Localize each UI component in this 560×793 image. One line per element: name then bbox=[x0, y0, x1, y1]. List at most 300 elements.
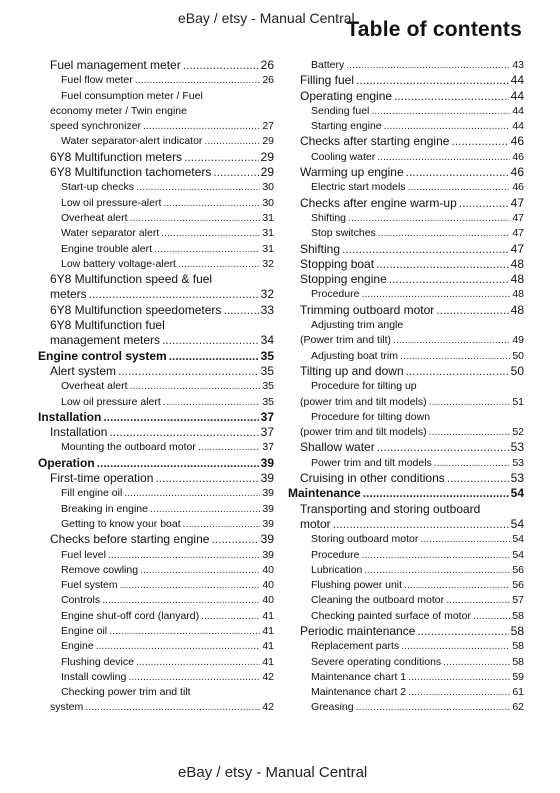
toc-right-column bbox=[288, 58, 524, 716]
toc-entry-label: Fuel system bbox=[61, 579, 118, 592]
toc-entry[interactable] bbox=[288, 119, 524, 134]
dot-leader bbox=[140, 563, 260, 578]
dot-leader bbox=[459, 196, 509, 211]
toc-entry[interactable] bbox=[288, 486, 524, 501]
dot-leader bbox=[124, 486, 260, 501]
dot-leader bbox=[163, 395, 261, 410]
toc-entry-label: Shifting bbox=[300, 241, 341, 256]
dot-leader bbox=[434, 456, 511, 471]
dot-leader bbox=[420, 532, 510, 547]
dot-leader bbox=[136, 655, 260, 670]
toc-entry-label[interactable]: 6Y8 Multifunction fuel bbox=[50, 318, 165, 333]
dot-leader bbox=[447, 471, 509, 486]
toc-entry-label: Tilting up and down bbox=[300, 363, 404, 378]
toc-page-number: 48 bbox=[510, 256, 524, 271]
toc-entry[interactable] bbox=[288, 58, 524, 73]
header-watermark: eBay / etsy - Manual Central bbox=[178, 10, 355, 26]
toc-entry-label: Checks after engine warm-up bbox=[300, 195, 457, 210]
dot-leader bbox=[400, 349, 510, 364]
toc-entry[interactable] bbox=[38, 410, 274, 425]
toc-entry[interactable] bbox=[288, 150, 524, 165]
toc-entry[interactable] bbox=[38, 670, 274, 685]
toc-page-number: 47 bbox=[512, 211, 524, 224]
toc-entry[interactable] bbox=[38, 257, 274, 272]
toc-entry-label: Trimming outboard motor bbox=[300, 302, 435, 317]
toc-entry-label[interactable]: Checking power trim and tilt bbox=[61, 686, 191, 699]
dot-leader bbox=[108, 548, 260, 563]
toc-entry[interactable] bbox=[38, 456, 274, 471]
toc-entry[interactable] bbox=[288, 165, 524, 180]
toc-entry[interactable] bbox=[38, 563, 274, 578]
toc-entry-label: Installation bbox=[50, 425, 108, 440]
toc-page-number: 58 bbox=[512, 655, 524, 668]
toc-entry-label: Breaking in engine bbox=[61, 502, 148, 515]
toc-entry[interactable] bbox=[38, 73, 274, 88]
toc-entry[interactable] bbox=[38, 242, 274, 257]
toc-page-number: 56 bbox=[512, 579, 524, 592]
toc-entry-label[interactable]: Transporting and storing outboard bbox=[300, 501, 481, 516]
toc-entry[interactable] bbox=[288, 196, 524, 211]
toc-page-number: 47 bbox=[512, 227, 524, 240]
toc-entry[interactable] bbox=[288, 364, 524, 379]
toc-entry-label[interactable]: Procedure for tilting down bbox=[311, 410, 431, 423]
toc-page-number: 53 bbox=[510, 440, 524, 455]
toc-entry-label: Electric start models bbox=[311, 181, 406, 194]
toc-entry[interactable] bbox=[38, 624, 274, 639]
toc-entry-label: Starting engine bbox=[311, 120, 382, 133]
dot-leader bbox=[408, 685, 510, 700]
dot-leader bbox=[389, 272, 509, 287]
toc-entry-label: Checks before starting engine bbox=[50, 532, 210, 547]
toc-entry-label: Checks after starting engine bbox=[300, 134, 450, 149]
dot-leader bbox=[364, 563, 510, 578]
toc-page-number: 41 bbox=[262, 655, 274, 668]
toc-entry[interactable] bbox=[288, 471, 524, 486]
toc-entry[interactable] bbox=[38, 517, 274, 532]
toc-entry[interactable] bbox=[38, 578, 274, 593]
dot-leader bbox=[97, 456, 259, 471]
toc-entry-label: Checking painted surface of motor bbox=[311, 609, 471, 622]
toc-entry[interactable] bbox=[288, 104, 524, 119]
dot-leader bbox=[184, 150, 259, 165]
toc-entry-label: Fuel level bbox=[61, 548, 106, 561]
toc-entry[interactable] bbox=[38, 333, 274, 348]
toc-page-number: 39 bbox=[262, 487, 274, 500]
toc-page-number: 44 bbox=[512, 104, 524, 117]
dot-leader bbox=[417, 624, 508, 639]
dot-leader bbox=[143, 119, 260, 134]
toc-page-number: 47 bbox=[510, 195, 524, 210]
toc-entry-label: Battery bbox=[311, 59, 345, 71]
toc-page-number: 57 bbox=[512, 594, 524, 607]
toc-entry-label: Fuel management meter bbox=[50, 58, 181, 72]
toc-entry[interactable] bbox=[38, 226, 274, 241]
toc-entry[interactable] bbox=[38, 593, 274, 608]
toc-entry-label: Low battery voltage-alert bbox=[61, 257, 176, 270]
toc-entry[interactable] bbox=[38, 395, 274, 410]
toc-entry[interactable] bbox=[288, 593, 524, 608]
toc-entry[interactable] bbox=[38, 532, 274, 547]
toc-entry-label: (Power trim and tilt) bbox=[300, 334, 392, 347]
toc-entry[interactable] bbox=[288, 609, 524, 624]
toc-entry[interactable] bbox=[288, 333, 524, 348]
toc-page-number: 46 bbox=[510, 134, 524, 149]
dot-leader bbox=[136, 180, 260, 195]
toc-entry[interactable] bbox=[288, 211, 524, 226]
toc-entry[interactable] bbox=[38, 58, 274, 73]
dot-leader bbox=[443, 655, 510, 670]
dot-leader bbox=[223, 303, 258, 318]
toc-entry-label: Shifting bbox=[311, 211, 347, 224]
toc-page-number: 32 bbox=[260, 287, 274, 302]
toc-entry-label: Cruising in other conditions bbox=[300, 471, 445, 486]
toc-entry-label: Warming up engine bbox=[300, 165, 404, 180]
toc-entry[interactable] bbox=[288, 272, 524, 287]
toc-page-number: 29 bbox=[262, 135, 274, 148]
toc-entry[interactable] bbox=[38, 609, 274, 624]
toc-page-number: 30 bbox=[262, 196, 274, 209]
toc-entry[interactable] bbox=[288, 287, 524, 302]
toc-page-number: 49 bbox=[512, 334, 524, 347]
dot-leader bbox=[89, 287, 259, 302]
toc-entry[interactable] bbox=[288, 578, 524, 593]
dot-leader bbox=[150, 502, 260, 517]
toc-entry[interactable] bbox=[38, 548, 274, 563]
toc-entry[interactable] bbox=[288, 134, 524, 149]
toc-entry-label: (power trim and tilt models) bbox=[300, 395, 427, 408]
toc-page-number: 62 bbox=[512, 701, 524, 714]
toc-page-number: 54 bbox=[510, 486, 524, 501]
toc-page-number: 58 bbox=[512, 640, 524, 653]
toc-entry-continuation[interactable]: economy meter / Twin engine bbox=[50, 104, 187, 117]
toc-entry-label: Operation bbox=[38, 455, 95, 470]
toc-entry[interactable] bbox=[288, 440, 524, 455]
dot-leader bbox=[204, 134, 260, 149]
toc-entry-label: Shallow water bbox=[300, 440, 375, 455]
toc-entry-label: Cleaning the outboard motor bbox=[311, 594, 445, 607]
toc-entry-label: Installation bbox=[38, 409, 102, 424]
toc-page-number: 39 bbox=[260, 455, 274, 470]
dot-leader bbox=[333, 517, 509, 532]
toc-entry-label: Operating engine bbox=[300, 88, 393, 103]
toc-page-number: 41 bbox=[262, 609, 274, 622]
footer-watermark: eBay / etsy - Manual Central bbox=[178, 764, 368, 781]
dot-leader bbox=[135, 73, 261, 88]
toc-entry-label[interactable]: Fuel consumption meter / Fuel bbox=[61, 89, 203, 102]
dot-leader bbox=[183, 58, 259, 73]
dot-leader bbox=[213, 165, 258, 180]
toc-page-number: 59 bbox=[512, 670, 524, 683]
toc-entry-label: Remove cowling bbox=[61, 563, 139, 576]
toc-page-number: 48 bbox=[510, 302, 524, 317]
toc-entry[interactable] bbox=[288, 655, 524, 670]
dot-leader bbox=[406, 364, 509, 379]
dot-leader bbox=[401, 639, 510, 654]
toc-page-number: 54 bbox=[510, 516, 524, 531]
dot-leader bbox=[361, 548, 510, 563]
toc-entry[interactable] bbox=[288, 395, 524, 410]
dot-leader bbox=[393, 333, 510, 348]
toc-page-number: 35 bbox=[260, 348, 274, 363]
toc-entry[interactable] bbox=[288, 180, 524, 195]
toc-entry-label: Engine control system bbox=[38, 348, 167, 363]
dot-leader bbox=[109, 624, 260, 639]
toc-entry[interactable] bbox=[288, 89, 524, 104]
toc-entry[interactable] bbox=[38, 471, 274, 486]
page-title: Table of contents bbox=[346, 18, 522, 41]
dot-leader bbox=[103, 410, 258, 425]
toc-page-number: 30 bbox=[262, 181, 274, 194]
dot-leader bbox=[201, 609, 260, 624]
dot-leader bbox=[128, 670, 260, 685]
toc-entry[interactable] bbox=[288, 349, 524, 364]
toc-entry[interactable] bbox=[38, 119, 274, 134]
toc-page-number: 35 bbox=[262, 380, 274, 393]
toc-page-number: 26 bbox=[262, 74, 274, 87]
toc-entry-label: Sending fuel bbox=[311, 104, 370, 117]
toc-page-number: 33 bbox=[260, 302, 274, 317]
toc-entry[interactable] bbox=[38, 486, 274, 501]
dot-leader bbox=[198, 440, 260, 455]
toc-entry-label: Mounting the outboard motor bbox=[61, 441, 196, 454]
dot-leader bbox=[451, 134, 508, 149]
toc-page-number: 37 bbox=[260, 409, 274, 424]
dot-leader bbox=[348, 211, 510, 226]
toc-entry-label: Overheat alert bbox=[61, 211, 128, 224]
toc-entry[interactable] bbox=[288, 303, 524, 318]
toc-entry-label: speed synchronizer bbox=[50, 120, 142, 133]
toc-entry-label: Stopping engine bbox=[300, 272, 387, 287]
toc-entry-label: Periodic maintenance bbox=[300, 623, 416, 638]
dot-leader bbox=[109, 425, 258, 440]
toc-entry[interactable] bbox=[288, 73, 524, 88]
toc-entry[interactable] bbox=[288, 242, 524, 257]
toc-entry[interactable] bbox=[38, 655, 274, 670]
dot-leader bbox=[161, 226, 260, 241]
toc-entry-label: Engine bbox=[61, 640, 94, 653]
toc-entry[interactable] bbox=[38, 134, 274, 149]
toc-entry-label: Storing outboard motor bbox=[311, 533, 419, 546]
toc-entry-label: Filling fuel bbox=[300, 73, 355, 88]
toc-entry-label: Water separator-alert indicator bbox=[61, 135, 203, 148]
dot-leader bbox=[211, 532, 258, 547]
dot-leader bbox=[361, 287, 510, 302]
dot-leader bbox=[473, 609, 510, 624]
toc-entry-label: Maintenance chart 2 bbox=[311, 686, 407, 699]
toc-entry[interactable] bbox=[38, 700, 274, 715]
toc-page-number: 44 bbox=[510, 88, 524, 103]
toc-page-number: 37 bbox=[260, 425, 274, 440]
toc-entry-label: Replacement parts bbox=[311, 640, 400, 653]
dot-leader bbox=[408, 180, 511, 195]
toc-entry-label: Maintenance chart 1 bbox=[311, 670, 407, 683]
toc-page-number: 43 bbox=[512, 59, 524, 71]
toc-page-number: 44 bbox=[510, 73, 524, 88]
toc-entry[interactable] bbox=[288, 425, 524, 440]
toc-page-number: 41 bbox=[262, 624, 274, 637]
toc-entry[interactable] bbox=[38, 287, 274, 302]
toc-page-number: 40 bbox=[262, 579, 274, 592]
toc-page-number: 39 bbox=[260, 532, 274, 547]
toc-page-number: 52 bbox=[512, 426, 524, 439]
toc-entry-label: Fill engine oil bbox=[61, 487, 123, 500]
toc-entry-label: Cooling water bbox=[311, 150, 376, 163]
toc-entry-label[interactable]: 6Y8 Multifunction speed & fuel bbox=[50, 272, 213, 287]
dot-leader bbox=[154, 242, 260, 257]
toc-page-number: 48 bbox=[510, 272, 524, 287]
toc-entry-label: Low oil pressure alert bbox=[61, 395, 161, 408]
toc-page-number: 37 bbox=[262, 441, 274, 454]
toc-page-number: 41 bbox=[262, 640, 274, 653]
toc-entry-label: 6Y8 Multifunction tachometers bbox=[50, 165, 212, 180]
toc-entry[interactable] bbox=[38, 349, 274, 364]
toc-entry[interactable] bbox=[38, 211, 274, 226]
toc-page-number: 29 bbox=[260, 165, 274, 180]
toc-entry[interactable] bbox=[288, 548, 524, 563]
dot-leader bbox=[404, 578, 510, 593]
toc-entry-label: Power trim and tilt models bbox=[311, 456, 432, 469]
dot-leader bbox=[371, 104, 510, 119]
dot-leader bbox=[178, 257, 260, 272]
dot-leader bbox=[120, 578, 261, 593]
toc-entry[interactable] bbox=[38, 165, 274, 180]
dot-leader bbox=[376, 257, 509, 272]
dot-leader bbox=[130, 211, 261, 226]
toc-page-number: 40 bbox=[262, 594, 274, 607]
toc-entry[interactable] bbox=[38, 364, 274, 379]
toc-entry-label: Procedure bbox=[311, 548, 360, 561]
toc-page-number: 47 bbox=[510, 241, 524, 256]
toc-page-number: 61 bbox=[512, 686, 524, 699]
toc-page-number: 58 bbox=[512, 609, 524, 622]
toc-page-number: 39 bbox=[262, 517, 274, 530]
toc-entry[interactable] bbox=[288, 639, 524, 654]
dot-leader bbox=[102, 593, 260, 608]
toc-entry-label: Lubrication bbox=[311, 563, 363, 576]
toc-page-number: 34 bbox=[260, 333, 274, 348]
dot-leader bbox=[429, 425, 511, 440]
toc-entry-label: Controls bbox=[61, 594, 101, 607]
toc-page-number: 53 bbox=[510, 471, 524, 486]
toc-entry-label: Fuel flow meter bbox=[61, 74, 133, 87]
dot-leader bbox=[446, 593, 510, 608]
toc-page-number: 46 bbox=[512, 181, 524, 194]
dot-leader bbox=[377, 440, 509, 455]
toc-page-number: 42 bbox=[262, 701, 274, 714]
toc-entry[interactable] bbox=[38, 379, 274, 394]
toc-entry[interactable] bbox=[288, 257, 524, 272]
toc-page-number: 54 bbox=[512, 548, 524, 561]
dot-leader bbox=[342, 242, 509, 257]
dot-leader bbox=[346, 58, 510, 73]
toc-entry-label: meters bbox=[50, 287, 87, 302]
toc-page-number: 46 bbox=[512, 150, 524, 163]
toc-entry[interactable] bbox=[288, 700, 524, 715]
toc-entry-label: Flushing device bbox=[61, 655, 134, 668]
toc-entry-label: Start-up checks bbox=[61, 181, 134, 194]
toc-entry[interactable] bbox=[288, 563, 524, 578]
toc-page-number: 29 bbox=[260, 149, 274, 164]
toc-page-number: 50 bbox=[510, 363, 524, 378]
toc-page-number: 39 bbox=[262, 502, 274, 515]
toc-entry-label: Stop switches bbox=[311, 227, 376, 240]
toc-page-number: 32 bbox=[262, 257, 274, 270]
toc-entry-label: Severe operating conditions bbox=[311, 655, 442, 668]
toc-entry-label: Water separator alert bbox=[61, 227, 160, 240]
toc-page-number: 31 bbox=[262, 227, 274, 240]
toc-entry-label: Getting to know your boat bbox=[61, 517, 181, 530]
dot-leader bbox=[96, 639, 261, 654]
dot-leader bbox=[363, 486, 509, 501]
toc-entry-label[interactable]: Procedure for tilting up bbox=[311, 380, 417, 393]
dot-leader bbox=[377, 150, 510, 165]
dot-leader bbox=[85, 700, 260, 715]
dot-leader bbox=[408, 670, 510, 685]
toc-page-number: 48 bbox=[512, 288, 524, 301]
toc-entry[interactable] bbox=[38, 196, 274, 211]
toc-entry[interactable] bbox=[38, 425, 274, 440]
toc-page-number: 39 bbox=[262, 548, 274, 561]
toc-entry[interactable] bbox=[288, 624, 524, 639]
toc-page-number: 35 bbox=[260, 363, 274, 378]
dot-leader bbox=[429, 395, 511, 410]
dot-leader bbox=[394, 89, 509, 104]
toc-page-number: 50 bbox=[512, 349, 524, 362]
toc-entry-label: motor bbox=[300, 516, 331, 531]
dot-leader bbox=[356, 700, 511, 715]
toc-entry[interactable] bbox=[38, 639, 274, 654]
toc-entry[interactable] bbox=[38, 440, 274, 455]
dot-leader bbox=[436, 303, 508, 318]
dot-leader bbox=[155, 471, 258, 486]
toc-entry[interactable] bbox=[288, 532, 524, 547]
toc-entry-label: (power trim and tilt models) bbox=[300, 426, 427, 439]
dot-leader bbox=[163, 196, 260, 211]
toc-entry-label: Adjusting boat trim bbox=[311, 349, 398, 362]
toc-entry[interactable] bbox=[288, 670, 524, 685]
toc-entry[interactable] bbox=[38, 150, 274, 165]
toc-left-column bbox=[38, 58, 274, 716]
toc-entry-label: Alert system bbox=[50, 363, 117, 378]
dot-leader bbox=[406, 165, 509, 180]
toc-entry[interactable] bbox=[38, 303, 274, 318]
toc-page-number: 46 bbox=[510, 165, 524, 180]
toc-entry-label[interactable]: Adjusting trim angle bbox=[311, 319, 404, 332]
toc-page-number: 35 bbox=[262, 395, 274, 408]
toc-entry[interactable] bbox=[288, 685, 524, 700]
dot-leader bbox=[183, 517, 261, 532]
toc-entry-label: First-time operation bbox=[50, 471, 154, 486]
toc-page-number: 58 bbox=[510, 623, 524, 638]
toc-entry-label: Stopping boat bbox=[300, 256, 375, 271]
dot-leader bbox=[118, 364, 259, 379]
dot-leader bbox=[169, 349, 259, 364]
toc-entry-label: Engine trouble alert bbox=[61, 242, 153, 255]
toc-entry-label: Maintenance bbox=[288, 486, 361, 501]
toc-entry[interactable] bbox=[288, 517, 524, 532]
toc-entry-label: Install cowling bbox=[61, 670, 127, 683]
dot-leader bbox=[162, 333, 259, 348]
toc-entry[interactable] bbox=[38, 180, 274, 195]
toc-page-number: 56 bbox=[512, 563, 524, 576]
toc-entry[interactable] bbox=[288, 456, 524, 471]
toc-entry[interactable] bbox=[288, 226, 524, 241]
toc-entry-label: Flushing power unit bbox=[311, 579, 403, 592]
toc-entry[interactable] bbox=[38, 502, 274, 517]
toc-page-number: 53 bbox=[512, 456, 524, 469]
dot-leader bbox=[356, 73, 509, 88]
toc-entry-label: Overheat alert bbox=[61, 380, 128, 393]
